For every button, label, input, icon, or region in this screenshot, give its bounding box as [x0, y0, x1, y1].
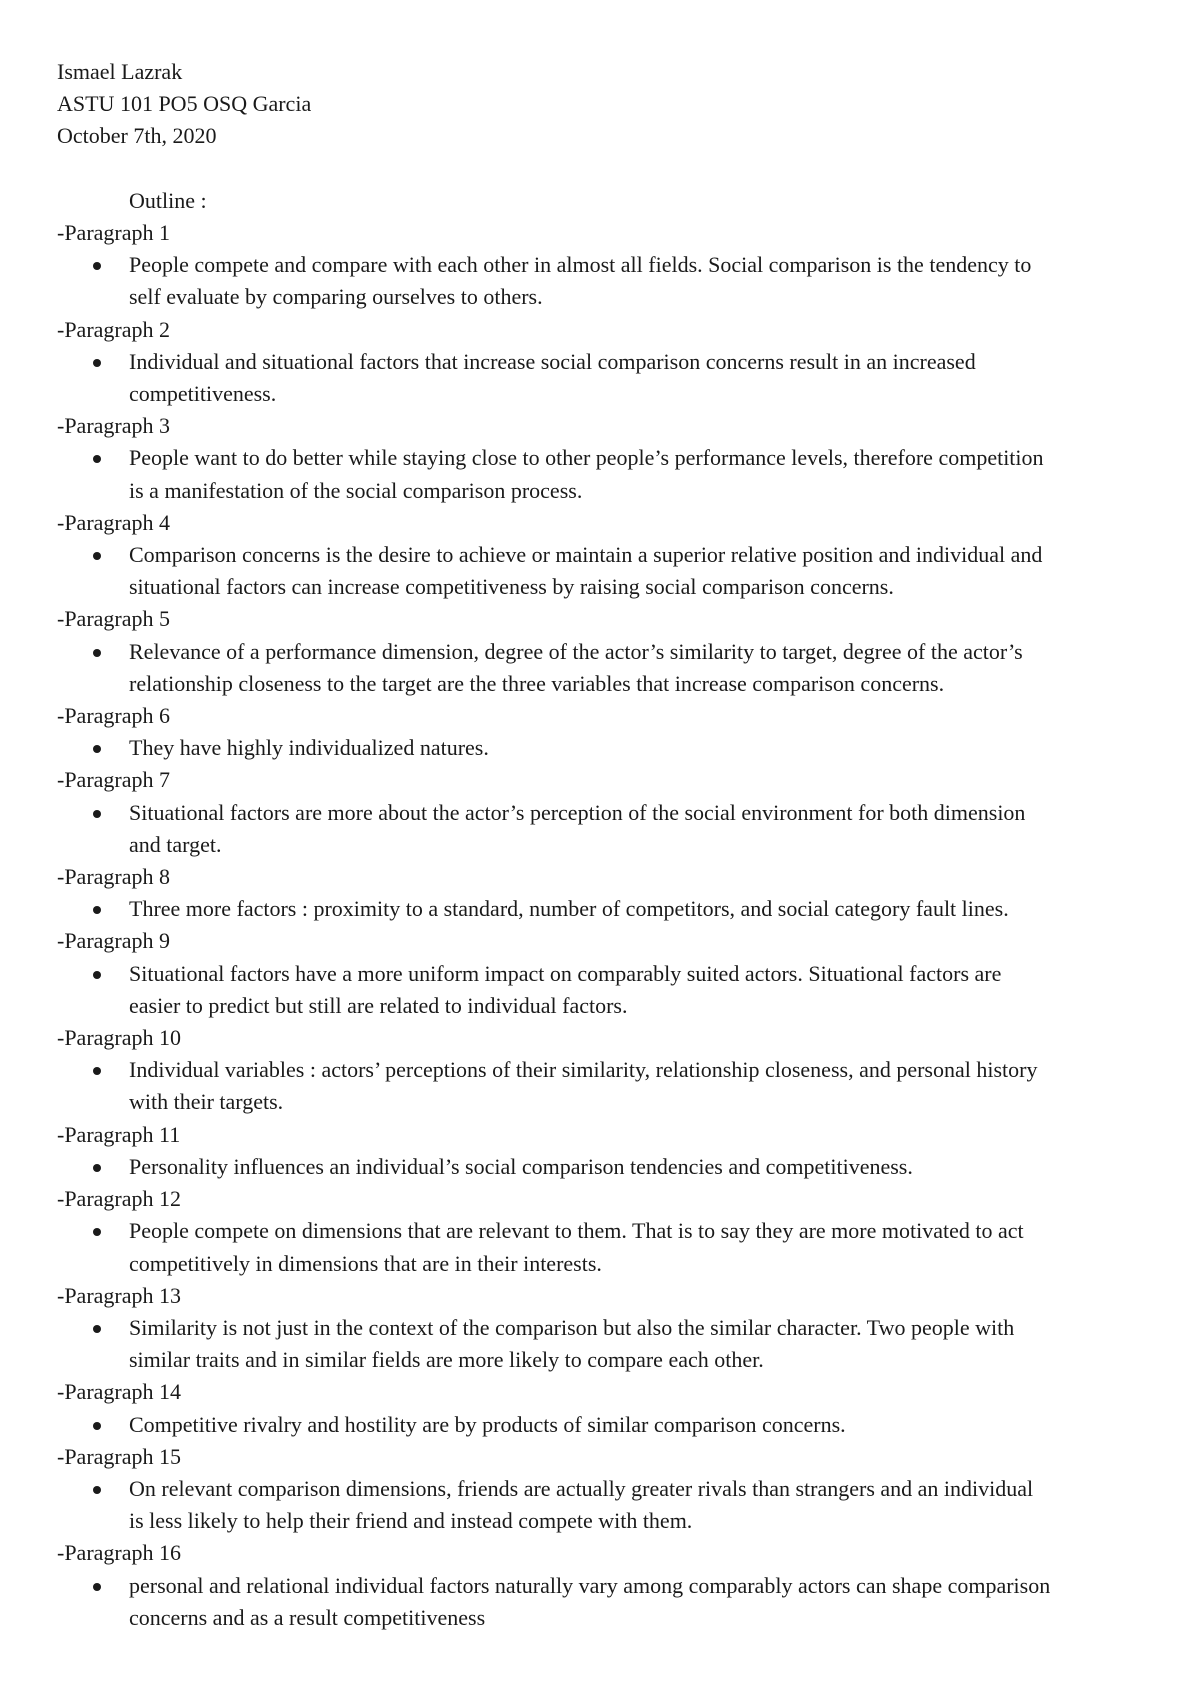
bullet-text-line: concerns and as a result competitiveness: [129, 1604, 486, 1630]
bullet-text-line: Personality influences an individual’s social comparison tendencies and competitiveness.: [129, 1153, 913, 1179]
bullet-text-line: Relevance of a performance dimension, degree of the actor’s similarity to target, degree of the actor’s: [129, 638, 1023, 664]
paragraph-heading: -Paragraph 11: [57, 1121, 181, 1147]
bullet-item: [57, 249, 1200, 313]
bullet-text-line: Individual variables : actors’ perceptions of their similarity, relationship closeness, and personal history: [129, 1057, 1038, 1083]
bullet-text-line: relationship closeness to the target are the three variables that increase comparison concerns.: [129, 670, 945, 696]
bullet-text-line: situational factors can increase competitiveness by raising social comparison concerns.: [129, 574, 894, 600]
bullet-text-line: Individual and situational factors that increase social comparison concerns result in an increased: [129, 348, 976, 374]
paragraph-heading: -Paragraph 9: [57, 928, 171, 954]
bullet-item: [57, 1473, 1200, 1537]
bullet-dot-icon: [93, 1583, 101, 1591]
bullet-dot-icon: [93, 1422, 101, 1430]
outline-section: [57, 1280, 1157, 1377]
bullet-item: [57, 1409, 1200, 1441]
bullet-item: [57, 1215, 1200, 1279]
bullet-dot-icon: [93, 1164, 101, 1172]
bullet-item: [57, 1570, 1200, 1634]
bullet-text-line: with their targets.: [129, 1089, 284, 1115]
paragraph-heading: -Paragraph 14: [57, 1379, 182, 1405]
bullet-dot-icon: [93, 1486, 101, 1494]
bullet-text-line: Competitive rivalry and hostility are by products of similar comparison concerns.: [129, 1411, 846, 1437]
outline-section: [57, 1441, 1157, 1538]
bullet-text-line: easier to predict but still are related to individual factors.: [129, 992, 628, 1018]
outline-section: [57, 1183, 1157, 1280]
bullet-item: [57, 958, 1200, 1022]
bullet-dot-icon: [93, 745, 101, 753]
bullet-item: [57, 1312, 1200, 1376]
bullet-dot-icon: [93, 971, 101, 979]
outline-sections: [57, 217, 1157, 1634]
bullet-text-line: competitively in dimensions that are in their interests.: [129, 1250, 602, 1276]
outline-section: [57, 314, 1157, 411]
paragraph-heading: -Paragraph 7: [57, 767, 171, 793]
bullet-text-line: personal and relational individual factors naturally vary among comparably actors can shape comparison: [129, 1572, 1051, 1598]
paragraph-heading: -Paragraph 5: [57, 606, 171, 632]
outline-section: [57, 700, 1157, 764]
bullet-item: [57, 1151, 1200, 1183]
bullet-dot-icon: [93, 649, 101, 657]
outline-section: [57, 410, 1157, 507]
bullet-text-line: is less likely to help their friend and instead compete with them.: [129, 1508, 693, 1534]
bullet-text-line: They have highly individualized natures.: [129, 735, 489, 761]
paragraph-heading: -Paragraph 3: [57, 413, 171, 439]
bullet-item: [57, 797, 1200, 861]
bullet-item: [57, 1054, 1200, 1118]
document-date: October 7th, 2020: [57, 123, 217, 149]
paragraph-heading: -Paragraph 1: [57, 220, 171, 245]
bullet-text-line: Situational factors have a more uniform impact on comparably suited actors. Situational factors are: [129, 960, 1002, 986]
paragraph-heading: -Paragraph 15: [57, 1443, 182, 1469]
outline-section: [57, 1119, 1157, 1183]
bullet-text-line: People compete on dimensions that are relevant to them. That is to say they are more motivated to act: [129, 1218, 1024, 1244]
paragraph-heading: -Paragraph 6: [57, 703, 171, 729]
outline-section: [57, 1376, 1157, 1440]
outline-title: Outline :: [129, 187, 207, 213]
paragraph-heading: -Paragraph 12: [57, 1186, 182, 1212]
bullet-dot-icon: [93, 1067, 101, 1075]
outline-section: [57, 861, 1157, 925]
paragraph-heading: -Paragraph 2: [57, 316, 171, 342]
paragraph-heading: -Paragraph 16: [57, 1540, 182, 1566]
course-name: ASTU 101 PO5 OSQ Garcia: [57, 91, 312, 117]
bullet-text-line: similar traits and in similar fields are more likely to compare each other.: [129, 1347, 764, 1373]
paragraph-heading: -Paragraph 8: [57, 864, 171, 890]
bullet-item: [57, 442, 1200, 506]
bullet-text-line: Similarity is not just in the context of the comparison but also the similar character. Two people with: [129, 1314, 1015, 1340]
bullet-text-line: On relevant comparison dimensions, friends are actually greater rivals than strangers and an individual: [129, 1475, 1034, 1501]
outline-section: [57, 507, 1157, 604]
bullet-item: [57, 346, 1200, 410]
bullet-dot-icon: [93, 455, 101, 463]
bullet-text-line: Situational factors are more about the actor’s perception of the social environment for both dimension: [129, 799, 1026, 825]
outline-section: [57, 603, 1157, 700]
bullet-text-line: Three more factors : proximity to a standard, number of competitors, and social category fault lines.: [129, 896, 1009, 922]
bullet-dot-icon: [93, 1325, 101, 1333]
outline-section: [57, 1537, 1157, 1634]
bullet-dot-icon: [93, 262, 101, 270]
blank-line: [57, 153, 1157, 185]
outline-section: [57, 1022, 1157, 1119]
outline-section: [57, 217, 1157, 314]
paragraph-heading: -Paragraph 13: [57, 1282, 182, 1308]
bullet-dot-icon: [93, 906, 101, 914]
paragraph-heading: -Paragraph 10: [57, 1025, 182, 1051]
outline-section: [57, 925, 1157, 1022]
bullet-text-line: competitiveness.: [129, 381, 277, 407]
bullet-item: [57, 732, 1200, 764]
paragraph-heading: -Paragraph 4: [57, 509, 171, 535]
author-name: Ismael Lazrak: [57, 59, 183, 84]
bullet-item: [57, 539, 1200, 603]
bullet-text-line: self evaluate by comparing ourselves to others.: [129, 284, 543, 310]
bullet-dot-icon: [93, 359, 101, 367]
bullet-text-line: Comparison concerns is the desire to achieve or maintain a superior relative position and individual and: [129, 542, 1043, 568]
bullet-dot-icon: [93, 810, 101, 818]
bullet-text-line: People compete and compare with each other in almost all fields. Social comparison is the tendency to: [129, 252, 1032, 278]
outline-section: [57, 764, 1157, 861]
document-body: [57, 56, 1157, 1634]
bullet-item: [57, 636, 1200, 700]
bullet-text-line: and target.: [129, 831, 222, 857]
bullet-dot-icon: [93, 552, 101, 560]
bullet-dot-icon: [93, 1228, 101, 1236]
bullet-text-line: People want to do better while staying close to other people’s performance levels, therefore competition: [129, 445, 1044, 471]
bullet-item: [57, 893, 1200, 925]
bullet-text-line: is a manifestation of the social comparison process.: [129, 477, 583, 503]
